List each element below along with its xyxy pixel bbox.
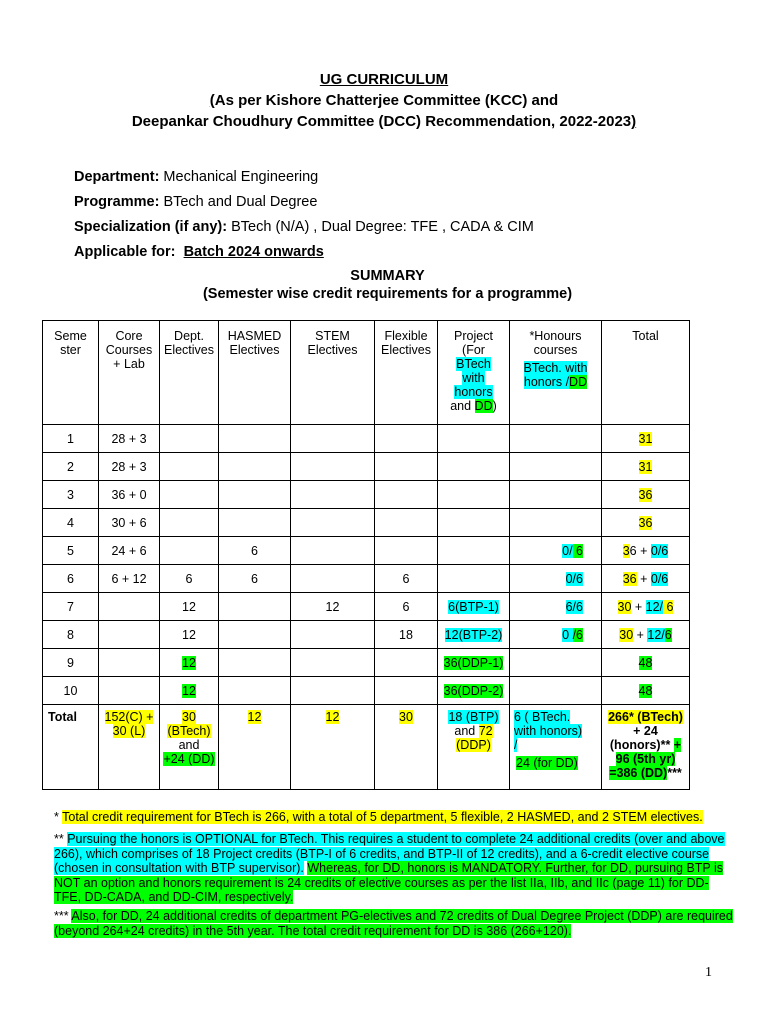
specialization-line: Specialization (if any): BTech (N/A) , Dual Degree: TFE , CADA & CIM xyxy=(74,219,534,235)
doc-title: UG CURRICULUM xyxy=(319,71,449,88)
table-row: 1 28 + 3 31 xyxy=(43,425,690,453)
table-row: 2 28 + 3 31 xyxy=(43,453,690,481)
header-semester: Seme ster xyxy=(43,321,99,425)
header-project: Project (For BTech with honors and DD) xyxy=(438,321,510,425)
table-row: 7 12 12 6 6(BTP-1) 6/6 30 + 12/ 6 xyxy=(43,593,690,621)
table-row: 6 6 + 12 6 6 6 0/6 36 + 0/6 xyxy=(43,565,690,593)
summary-title: SUMMARY xyxy=(350,268,425,284)
table-row: 5 24 + 6 6 0/ 6 36 + 0/6 xyxy=(43,537,690,565)
header-hasmed: HASMED Electives xyxy=(219,321,291,425)
page-number: 1 xyxy=(705,965,712,980)
table-row: 3 36 + 0 36 xyxy=(43,481,690,509)
department-line: Department: Mechanical Engineering xyxy=(74,169,319,185)
table-total-row: Total 152(C) + 30 (L) 30 (BTech) and +24 (DD) 12 12 30 18 (BTP) and 72 (DDP) 6 ( BTech. with honors) / 24 (for DD) 266* (BTech) + 24 (honors)** + 96 (5th yr) =386 (DD)*** xyxy=(43,705,690,790)
header-total: Total xyxy=(602,321,690,425)
applicable-line: Applicable for: Batch 2024 onwards xyxy=(74,244,324,260)
table-row: 10 12 36(DDP-2) 48 xyxy=(43,677,690,705)
doc-subtitle-line1: (As per Kishore Chatterjee Committee (KCC) and xyxy=(209,92,559,109)
credit-table xyxy=(42,320,690,790)
header-stem: STEM Electives xyxy=(291,321,375,425)
table-row: 4 30 + 6 36 xyxy=(43,509,690,537)
footnote-btech-total: * Total credit requirement for BTech is 266, with a total of 5 department, 5 flexible, 2 HASMED, and 2 STEM electives. xyxy=(54,810,703,824)
table-row: 9 12 36(DDP-1) 48 xyxy=(43,649,690,677)
summary-subtitle: (Semester wise credit requirements for a programme) xyxy=(202,286,573,302)
header-dept: Dept. Electives xyxy=(160,321,219,425)
header-flexible: Flexible Electives xyxy=(375,321,438,425)
header-core: Core Courses + Lab xyxy=(99,321,160,425)
footnote-dd-total: *** Also, for DD, 24 additional credits of department PG-electives and 72 credits of Dual Degree Project (DDP) are required (beyond 264+24 credits) in the 5th year. The total credit requirement for DD is 386 (266+120). xyxy=(54,909,733,938)
footnote-honors: ** Pursuing the honors is OPTIONAL for BTech. This requires a student to complete 24 additional credits (over and above 266), which comprises of 18 Project credits (BTP-I of 6 credits, and BTP-II of 12 credits), and a 6-credit elective course (chosen in consultation with BTP supervisor). Whereas, for DD, honors is MANDATORY. Further, for DD, pursuing BTP is NOT an option and honors requirement is 24 credits of elective courses as per the list IIa, IIb, and IIc (page 11) for DD-TFE, DD-CADA, and DD-CIM, respectively. xyxy=(54,832,725,904)
table-row: 8 12 18 12(BTP-2) 0 /6 30 + 12/6 xyxy=(43,621,690,649)
programme-line: Programme: BTech and Dual Degree xyxy=(74,194,318,210)
table-header-row xyxy=(43,321,690,425)
header-honours: *Honours courses BTech. with honors /DD xyxy=(510,321,602,425)
doc-subtitle-line2: Deepankar Choudhury Committee (DCC) Recommendation, 2022-2023) xyxy=(131,113,637,130)
